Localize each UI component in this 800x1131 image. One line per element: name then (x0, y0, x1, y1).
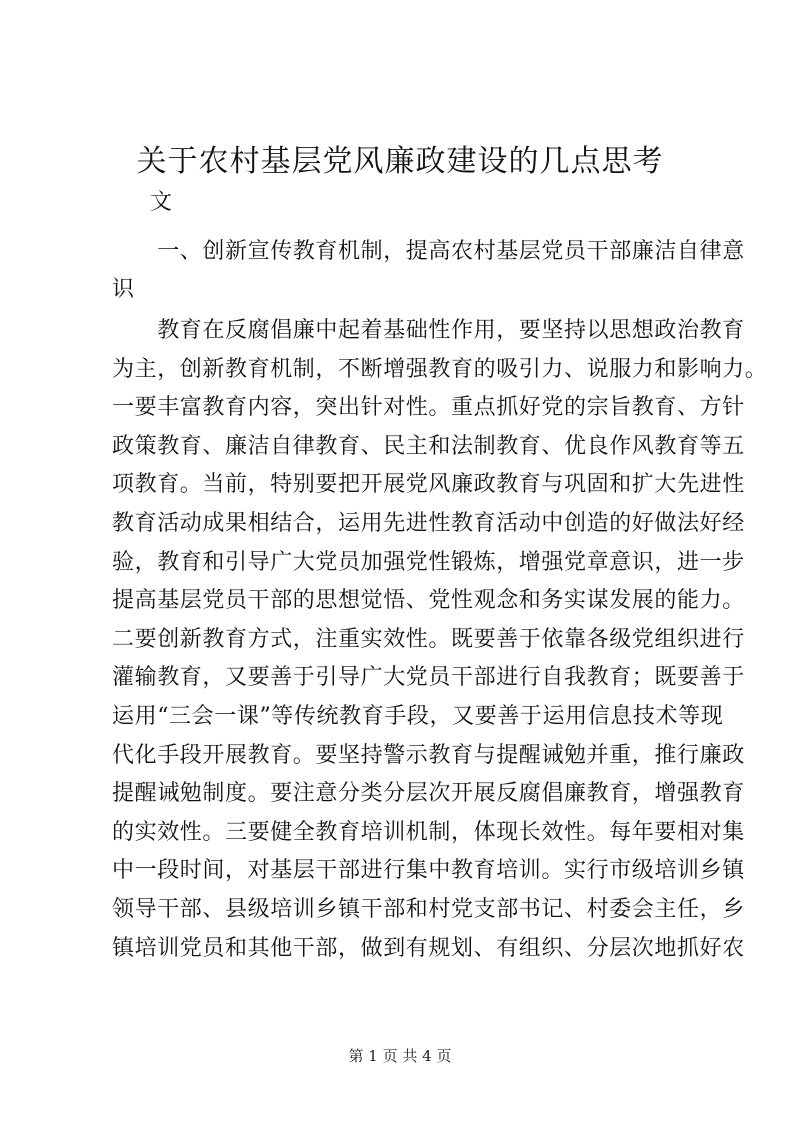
paragraph-line: 运用“三会一课”等传统教育手段，又要善于运用信息技术等现 (112, 703, 724, 729)
heading-line: 识 (112, 277, 135, 302)
body-paragraph (112, 315, 768, 971)
document-title: 关于农村基层党风廉政建设的几点思考 (136, 144, 664, 179)
author-line: 文 (150, 190, 173, 215)
paragraph-line: 教育在反腐倡廉中起着基础性作用，要坚持以思想政治教育 (112, 318, 745, 343)
paragraph-line: 的实效性。三要健全教育培训机制，体现长效性。每年要相对集 (112, 819, 745, 845)
paragraph-line: 中一段时间，对基层干部进行集中教育培训。实行市级培训乡镇 (112, 858, 745, 884)
heading-line: 一、创新宣传教育机制，提高农村基层党员干部廉洁自律意 (112, 239, 745, 264)
section-heading (112, 236, 745, 312)
paragraph-line: 领导干部、县级培训乡镇干部和村党支部书记、村委会主任，乡 (112, 896, 745, 922)
paragraph-line: 一要丰富教育内容，突出针对性。重点抓好党的宗旨教育、方针 (112, 395, 745, 421)
paragraph-line: 二要创新教育方式，注重实效性。既要善于依靠各级党组织进行 (112, 626, 745, 652)
paragraph-line: 灌输教育，又要善于引导广大党员干部进行自我教育；既要善于 (112, 665, 745, 691)
paragraph-line: 提高基层党员干部的思想觉悟、党性观念和务实谋发展的能力。 (112, 588, 745, 614)
page-footer: 第 1 页 共 4 页 (348, 1047, 452, 1065)
paragraph-line: 政策教育、廉洁自律教育、民主和法制教育、优良作风教育等五 (112, 433, 745, 459)
paragraph-line: 教育活动成果相结合，运用先进性教育活动中创造的好做法好经 (112, 510, 745, 536)
paragraph-line: 为主，创新教育机制，不断增强教育的吸引力、说服力和影响力。 (112, 356, 768, 382)
paragraph-line: 代化手段开展教育。要坚持警示教育与提醒诫勉并重，推行廉政 (112, 742, 745, 768)
paragraph-line: 验，教育和引导广大党员加强党性锻炼，增强党章意识，进一步 (112, 549, 745, 575)
paragraph-line: 提醒诫勉制度。要注意分类分层次开展反腐倡廉教育，增强教育 (112, 781, 745, 807)
paragraph-line: 镇培训党员和其他干部，做到有规划、有组织、分层次地抓好农 (112, 935, 745, 961)
paragraph-line: 项教育。当前，特别要把开展党风廉政教育与巩固和扩大先进性 (112, 472, 745, 498)
